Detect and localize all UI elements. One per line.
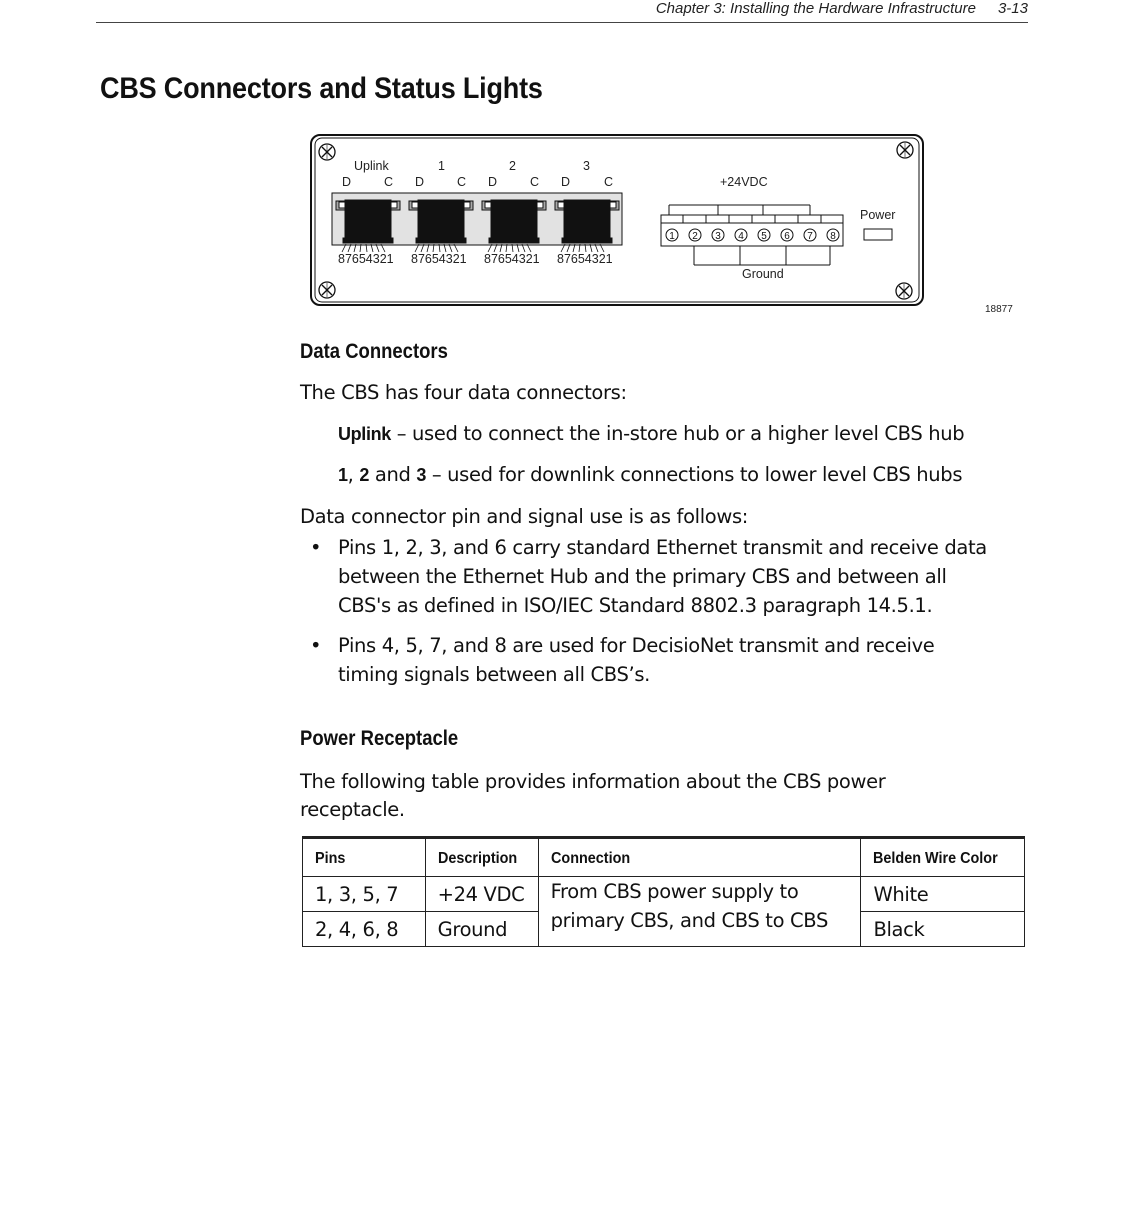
uplink-description: – used to connect the in-store hub or a higher level CBS hub bbox=[390, 422, 965, 445]
rj45-jack bbox=[555, 200, 619, 243]
screw-icon bbox=[896, 283, 912, 299]
table-header-row bbox=[303, 838, 1025, 877]
bullet-marker: • bbox=[310, 536, 322, 559]
terminal-number: 2 bbox=[692, 231, 698, 242]
dc-label: D bbox=[488, 175, 498, 189]
port-label-3: 3 bbox=[583, 159, 590, 173]
bullet-line: timing signals between all CBS’s. bbox=[338, 663, 650, 686]
cbs-panel-diagram bbox=[308, 132, 928, 310]
data-connectors-intro: The CBS has four data connectors: bbox=[300, 381, 627, 404]
downlink-separator: and bbox=[369, 463, 417, 486]
running-header bbox=[96, 0, 1028, 23]
terminal-number: 7 bbox=[807, 231, 813, 242]
power-receptacle-intro bbox=[300, 768, 885, 824]
page-number: 3-13 bbox=[997, 0, 1028, 17]
terminal-number: 4 bbox=[738, 231, 744, 242]
power-status-light bbox=[864, 229, 892, 240]
cell-wire-color: White bbox=[861, 877, 1025, 912]
pin-numbers: 87654321 bbox=[484, 252, 540, 266]
uplink-term: Uplink bbox=[338, 424, 391, 444]
cell-description: Ground bbox=[425, 912, 538, 947]
chapter-title: Chapter 3: Installing the Hardware Infrastructure bbox=[655, 0, 976, 17]
column-header-description: Description bbox=[425, 838, 538, 877]
dc-label: C bbox=[384, 175, 394, 189]
bullet-marker: • bbox=[310, 634, 322, 657]
terminal-number: 8 bbox=[830, 231, 836, 242]
pin-numbers: 87654321 bbox=[411, 252, 467, 266]
cell-wire-color: Black bbox=[861, 912, 1025, 947]
port-label-uplink: Uplink bbox=[354, 159, 389, 173]
cell-connection: From CBS power supply to primary CBS, and CBS to CBS bbox=[538, 877, 861, 947]
dc-label: D bbox=[342, 175, 352, 189]
page-title: CBS Connectors and Status Lights bbox=[100, 72, 543, 105]
dc-label: C bbox=[530, 175, 540, 189]
column-header-connection: Connection bbox=[538, 838, 861, 877]
table-row bbox=[303, 877, 1025, 912]
status-light-label: Power bbox=[860, 208, 896, 222]
downlink-definition bbox=[338, 463, 962, 486]
terminal-number: 1 bbox=[669, 231, 675, 242]
intro-line: receptacle. bbox=[300, 798, 405, 821]
power-voltage-label: +24VDC bbox=[720, 175, 768, 189]
intro-line: The following table provides information about the CBS power bbox=[300, 770, 886, 793]
screw-icon bbox=[319, 282, 335, 298]
figure-id: 18877 bbox=[985, 304, 1013, 315]
port-label-1: 1 bbox=[438, 159, 445, 173]
dc-label: D bbox=[561, 175, 571, 189]
bullet-line: CBS's as defined in ISO/IEC Standard 8802.3 paragraph 14.5.1. bbox=[338, 594, 933, 617]
column-header-pins: Pins bbox=[303, 838, 426, 877]
bullet-item bbox=[300, 533, 1040, 620]
terminal-number: 6 bbox=[784, 231, 790, 242]
port-label-2: 2 bbox=[509, 159, 516, 173]
rj45-jack bbox=[336, 200, 400, 243]
column-header-wire-color: Belden Wire Color bbox=[861, 838, 1025, 877]
pin-numbers: 87654321 bbox=[338, 252, 394, 266]
downlink-description: – used for downlink connections to lower level CBS hubs bbox=[426, 463, 963, 486]
dc-label: D bbox=[415, 175, 425, 189]
pin-numbers: 87654321 bbox=[557, 252, 613, 266]
downlink-term-3: 3 bbox=[416, 465, 427, 485]
dc-label: C bbox=[457, 175, 467, 189]
bullet-line: Pins 4, 5, 7, and 8 are used for DecisioNet transmit and receive bbox=[338, 634, 935, 657]
ground-label: Ground bbox=[742, 267, 784, 281]
downlink-separator: , bbox=[347, 463, 360, 486]
rj45-jack bbox=[482, 200, 546, 243]
downlink-term-2: 2 bbox=[359, 465, 370, 485]
data-connectors-heading: Data Connectors bbox=[300, 340, 448, 363]
pin-usage-intro: Data connector pin and signal use is as follows: bbox=[300, 505, 748, 528]
rj45-jack bbox=[409, 200, 473, 243]
downlink-term-1: 1 bbox=[338, 465, 348, 485]
terminal-number: 3 bbox=[715, 231, 721, 242]
uplink-definition bbox=[338, 422, 964, 445]
screw-icon bbox=[897, 142, 913, 158]
power-receptacle-heading: Power Receptacle bbox=[300, 727, 459, 750]
cell-pins: 1, 3, 5, 7 bbox=[303, 877, 426, 912]
bullet-line: between the Ethernet Hub and the primary CBS and between all bbox=[338, 565, 947, 588]
terminal-number: 5 bbox=[761, 231, 767, 242]
screw-icon bbox=[319, 144, 335, 160]
dc-label: C bbox=[604, 175, 614, 189]
power-pin-table bbox=[302, 836, 1025, 947]
bullet-item bbox=[300, 631, 1040, 689]
bullet-line: Pins 1, 2, 3, and 6 carry standard Ethernet transmit and receive data bbox=[338, 536, 987, 559]
cell-description: +24 VDC bbox=[425, 877, 538, 912]
cell-pins: 2, 4, 6, 8 bbox=[303, 912, 426, 947]
